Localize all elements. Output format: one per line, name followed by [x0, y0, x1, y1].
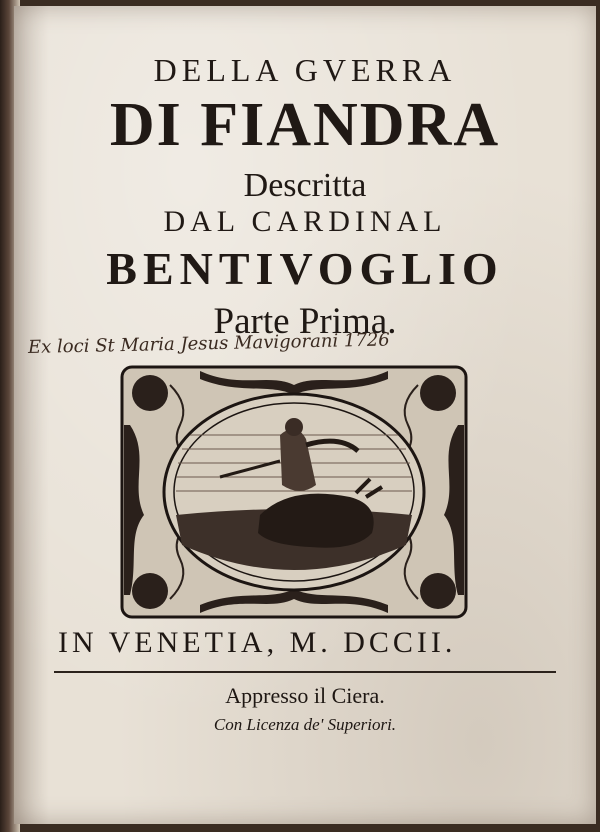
handwritten-inscription: Ex loci St Maria Jesus Mavigorani 1726	[27, 329, 390, 359]
title-page	[14, 6, 596, 824]
imprint-rule	[54, 671, 556, 673]
imprint-licence: Con Licenza de' Superiori.	[213, 715, 397, 734]
woodcut-ornament-icon	[120, 365, 468, 619]
title-line-di-fiandra: DI FIANDRA	[109, 91, 501, 159]
part-label: Parte Prima.	[213, 301, 397, 342]
subtitle-descritta: Descritta	[243, 167, 367, 204]
imprint-printer: Appresso il Ciera.	[225, 683, 385, 708]
author-name: BENTIVOGLIO	[106, 243, 504, 294]
imprint-place-date: IN VENETIA, M. DCCII.	[58, 626, 457, 659]
author-prefix: DAL CARDINAL	[163, 205, 447, 238]
title-line-della-guerra: DELLA GVERRA	[153, 52, 457, 88]
